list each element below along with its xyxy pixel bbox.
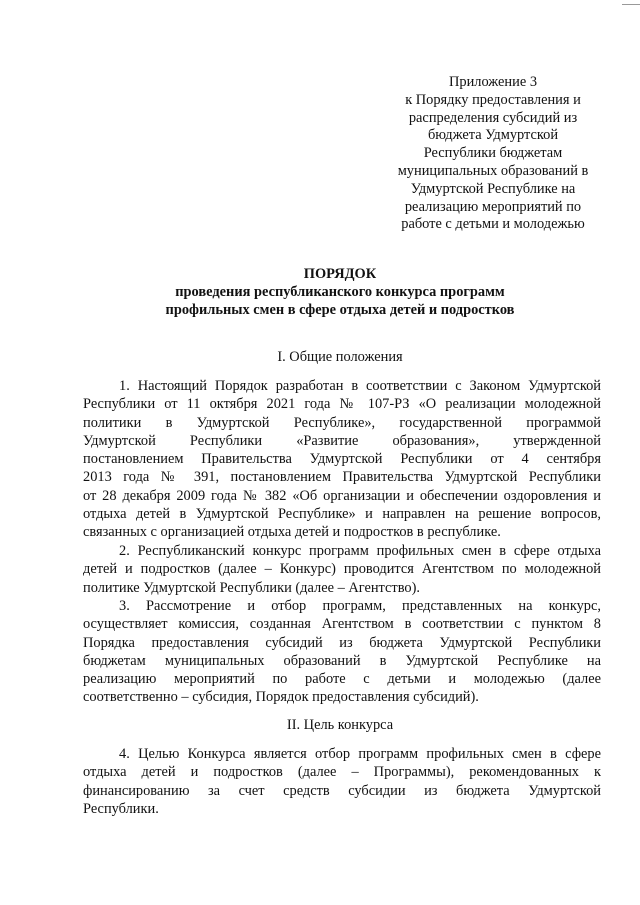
title-main: ПОРЯДОК	[303, 266, 377, 282]
paragraph-line: осуществляет комиссия, созданная Агентством в соответствии с пунктом 8	[83, 616, 601, 633]
paragraph-line: 2013 года № 391, постановлением Правительства Удмуртской Республики	[83, 469, 601, 486]
paragraph-line: Порядка предоставления субсидий из бюджета Удмуртской Республики	[83, 634, 601, 651]
appendix-line: бюджета Удмуртской	[427, 127, 559, 144]
paragraph-line: отдыха детей в Удмуртской Республике» и направлен на решение вопросов,	[83, 506, 601, 523]
paragraph-line: политики в Удмуртской Республике», государственной программой	[83, 414, 601, 431]
appendix-line: к Порядку предоставления и	[405, 91, 581, 108]
paragraph-line: Удмуртской Республики «Развитие образования», утвержденной	[83, 432, 601, 449]
paragraph-line: бюджетам муниципальных образований в Удмуртской Республике на	[83, 652, 601, 669]
paragraph-line: постановлением Правительства Удмуртской Республики от 4 сентября	[83, 451, 601, 468]
paragraph-3	[83, 597, 601, 707]
paragraph-line: реализацию мероприятий по работе с детьми и молодежью (далее	[83, 671, 601, 688]
appendix-line: Удмуртской Республике на	[410, 180, 576, 197]
paragraph-line: соответственно – субсидия, Порядок предоставления субсидий).	[83, 689, 479, 706]
paragraph-4	[83, 745, 601, 818]
appendix-block	[384, 74, 602, 234]
paragraph-line: детей и подростков (далее – Конкурс) проводится Агентством по молодежной	[83, 561, 601, 578]
paragraph-line: 3. Рассмотрение и отбор программ, представленных на конкурс,	[119, 598, 601, 614]
paragraph-line: 2. Республиканский конкурс программ профильных смен в сфере отдыха	[119, 543, 601, 559]
document-title	[0, 265, 640, 319]
title-subtitle-line: проведения республиканского конкурса программ	[175, 284, 505, 300]
paragraph-2	[83, 542, 601, 597]
paragraph-line: финансированию за счет средств субсидии из бюджета Удмуртской	[83, 782, 601, 799]
paragraph-line: отдыха детей и подростков (далее – Программы), рекомендованных к	[83, 764, 601, 781]
section-heading-goal: II. Цель конкурса	[286, 717, 394, 733]
corner-mark	[622, 0, 640, 5]
paragraph-line: от 28 декабря 2009 года № 382 «Об организации и обеспечении оздоровления и	[83, 487, 601, 504]
appendix-line: распределения субсидий из	[408, 109, 578, 126]
appendix-line: работе с детьми и молодежью	[401, 216, 585, 233]
appendix-line: муниципальных образований в	[397, 162, 589, 179]
paragraph-line: политике Удмуртской Республики (далее – Агентство).	[83, 579, 420, 596]
paragraph-line: 4. Целью Конкурса является отбор программ профильных смен в сфере	[119, 746, 601, 762]
appendix-line: Приложение 3	[448, 74, 538, 90]
paragraph-line: Республики.	[83, 800, 159, 817]
paragraph-line: связанных с организацией отдыха детей и подростков в республике.	[83, 524, 501, 541]
title-subtitle-line: профильных смен в сфере отдыха детей и подростков	[165, 302, 515, 318]
paragraph-1	[83, 377, 601, 542]
section-heading-general: I. Общие положения	[277, 349, 403, 365]
appendix-line: реализацию мероприятий по	[404, 198, 582, 215]
paragraph-line: 1. Настоящий Порядок разработан в соответствии с Законом Удмуртской	[119, 378, 601, 394]
paragraph-line: Республики от 11 октября 2021 года № 107-РЗ «О реализации молодежной	[83, 396, 601, 413]
appendix-line: Республики бюджетам	[423, 145, 563, 162]
